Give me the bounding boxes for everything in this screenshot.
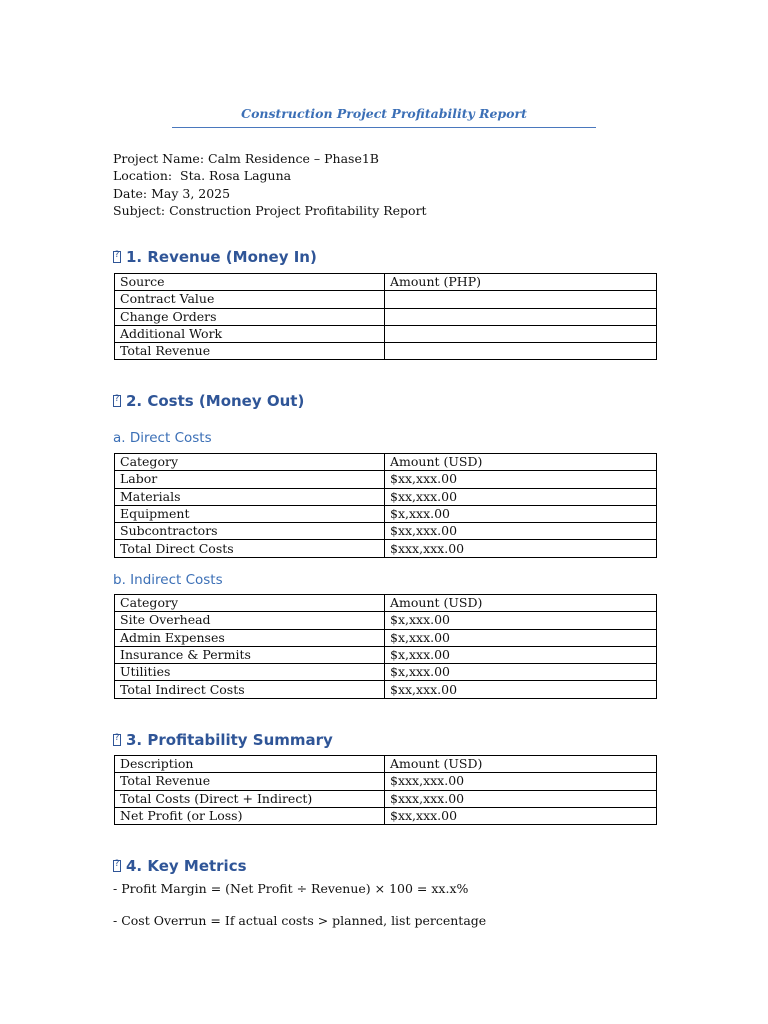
- project-info: [113, 150, 427, 220]
- table-cell: [385, 291, 657, 308]
- table-header-cell: Source: [115, 274, 385, 291]
- table-header-row: [115, 454, 657, 471]
- table-cell: Change Orders: [115, 308, 385, 325]
- table-row: [115, 505, 657, 522]
- table-header-cell: Amount (USD): [385, 756, 657, 773]
- report-date: Date: May 3, 2025: [113, 185, 231, 201]
- table-header-cell: Amount (PHP): [385, 274, 657, 291]
- table-row: [115, 308, 657, 325]
- document-title: Construction Project Profitability Report: [241, 106, 527, 121]
- table-row: [115, 646, 657, 663]
- direct-costs-table: [114, 453, 657, 558]
- table-cell: $xx,xxx.00: [385, 807, 657, 824]
- table-cell: Total Revenue: [115, 773, 385, 790]
- table-row: [115, 540, 657, 557]
- table-cell: Admin Expenses: [115, 629, 385, 646]
- direct-costs-heading: a. Direct Costs: [113, 430, 212, 446]
- table-cell: Total Indirect Costs: [115, 681, 385, 698]
- table-row: [115, 343, 657, 360]
- metrics-heading-text: 4. Key Metrics: [126, 857, 247, 875]
- indirect-costs-table: [114, 594, 657, 699]
- table-cell: $xxx,xxx.00: [385, 790, 657, 807]
- table-row: [115, 681, 657, 698]
- table-row: [115, 773, 657, 790]
- table-cell: [385, 343, 657, 360]
- table-row: [115, 488, 657, 505]
- table-row: [115, 664, 657, 681]
- missing-glyph-icon: [113, 734, 121, 746]
- table-row: [115, 629, 657, 646]
- revenue-heading-text: 1. Revenue (Money In): [126, 248, 317, 266]
- table-cell: Materials: [115, 488, 385, 505]
- table-cell: Equipment: [115, 505, 385, 522]
- missing-glyph-icon: [113, 251, 121, 263]
- table-cell: Subcontractors: [115, 523, 385, 540]
- profit-margin-formula: - Profit Margin = (Net Profit ÷ Revenue) × 100 = xx.x%: [113, 881, 469, 896]
- summary-heading-text: 3. Profitability Summary: [126, 731, 333, 749]
- revenue-heading: [113, 248, 317, 266]
- table-header-cell: Description: [115, 756, 385, 773]
- costs-heading: [113, 392, 304, 410]
- table-row: [115, 790, 657, 807]
- table-cell: $xx,xxx.00: [385, 523, 657, 540]
- table-cell: $xxx,xxx.00: [385, 773, 657, 790]
- table-cell: Utilities: [115, 664, 385, 681]
- table-row: [115, 523, 657, 540]
- table-cell: $xx,xxx.00: [385, 471, 657, 488]
- indirect-costs-heading: b. Indirect Costs: [113, 572, 223, 588]
- project-location: Location: Sta. Rosa Laguna: [113, 168, 292, 184]
- cost-overrun-note: - Cost Overrun = If actual costs > planned, list percentage: [113, 913, 487, 928]
- table-cell: Site Overhead: [115, 612, 385, 629]
- table-cell: Additional Work: [115, 325, 385, 342]
- table-cell: $x,xxx.00: [385, 505, 657, 522]
- table-header-cell: Category: [115, 595, 385, 612]
- table-cell: Contract Value: [115, 291, 385, 308]
- revenue-table: [114, 273, 657, 360]
- table-cell: $x,xxx.00: [385, 612, 657, 629]
- table-cell: Total Direct Costs: [115, 540, 385, 557]
- table-cell: $xx,xxx.00: [385, 488, 657, 505]
- table-cell: Labor: [115, 471, 385, 488]
- table-cell: $xx,xxx.00: [385, 681, 657, 698]
- report-subject: Subject: Construction Project Profitability Report: [113, 203, 427, 219]
- table-cell: [385, 308, 657, 325]
- metrics-heading: [113, 857, 247, 875]
- table-cell: $x,xxx.00: [385, 664, 657, 681]
- table-cell: Total Revenue: [115, 343, 385, 360]
- missing-glyph-icon: [113, 395, 121, 407]
- table-cell: $x,xxx.00: [385, 646, 657, 663]
- project-name: Project Name: Calm Residence – Phase1B: [113, 151, 379, 166]
- table-header-row: [115, 274, 657, 291]
- table-row: [115, 612, 657, 629]
- table-row: [115, 807, 657, 824]
- summary-heading: [113, 731, 333, 749]
- table-cell: [385, 325, 657, 342]
- table-header-cell: Amount (USD): [385, 454, 657, 471]
- table-cell: Total Costs (Direct + Indirect): [115, 790, 385, 807]
- table-row: [115, 471, 657, 488]
- missing-glyph-icon: [113, 860, 121, 872]
- table-row: [115, 291, 657, 308]
- table-header-cell: Amount (USD): [385, 595, 657, 612]
- table-row: [115, 325, 657, 342]
- table-cell: $xxx,xxx.00: [385, 540, 657, 557]
- costs-heading-text: 2. Costs (Money Out): [126, 392, 305, 410]
- table-cell: Net Profit (or Loss): [115, 807, 385, 824]
- table-header-row: [115, 756, 657, 773]
- table-header-cell: Category: [115, 454, 385, 471]
- profitability-summary-table: [114, 755, 657, 825]
- table-header-row: [115, 595, 657, 612]
- table-cell: $x,xxx.00: [385, 629, 657, 646]
- table-cell: Insurance & Permits: [115, 646, 385, 663]
- title-underline: [172, 127, 596, 128]
